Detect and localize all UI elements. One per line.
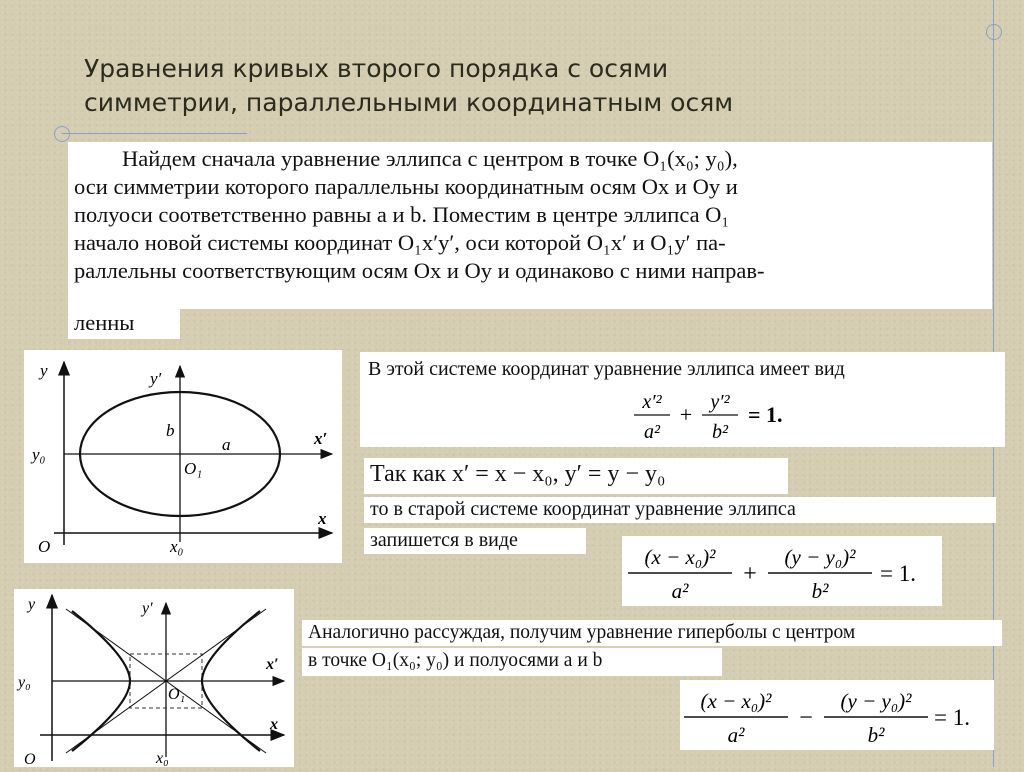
x-axis-label: x xyxy=(318,509,327,528)
fraction-numerator: (y − y₀)² xyxy=(840,689,912,713)
hyperbola-figure xyxy=(14,589,294,767)
ellipse-equation xyxy=(628,382,828,444)
y-axis-label: y xyxy=(28,596,36,613)
y-prime-axis-label: y′ xyxy=(142,600,153,617)
fraction-denominator: b² xyxy=(811,579,829,603)
fraction-numerator: y′² xyxy=(710,391,730,413)
substitution-panel xyxy=(364,458,788,494)
intro-line: Найдем сначала уравнение эллипса с центром в точке O₁(x₀; y₀), xyxy=(122,146,738,171)
minus-sign: − xyxy=(799,705,813,731)
o1-label: O₁ xyxy=(184,459,203,478)
ellipse-figure-panel xyxy=(24,350,342,563)
equals-one: = 1. xyxy=(880,561,916,586)
fraction-denominator: a² xyxy=(727,723,745,747)
equals-one: = 1. xyxy=(934,705,970,730)
fraction-denominator: a² xyxy=(671,579,689,603)
intro-line: начало новой системы координат O₁x′y′, оси которой O₁x′ и O₁y′ па- xyxy=(74,230,726,255)
fraction-denominator: b² xyxy=(712,421,728,443)
substitution-text: Так как x′ = x − x₀, y′ = y − y₀ xyxy=(370,461,666,487)
fraction-numerator: (y − y₀)² xyxy=(784,545,856,569)
ellipse-old-equation-panel xyxy=(622,536,942,606)
old-system-line2-panel xyxy=(364,528,586,554)
slide-title-line: Уравнения кривых второго порядка с осями xyxy=(84,54,669,83)
x0-label: x₀ xyxy=(156,750,169,767)
fraction-denominator: a² xyxy=(644,421,660,443)
y-prime-axis-label: y′ xyxy=(150,369,162,388)
x-prime-axis-label: x′ xyxy=(314,429,328,448)
decorative-circle xyxy=(986,24,1002,40)
plus-sign: + xyxy=(743,561,757,587)
x-prime-axis-label: x′ xyxy=(266,656,279,673)
plus-sign: + xyxy=(679,402,693,427)
y0-label: y₀ xyxy=(32,445,46,464)
hyperbola-equation xyxy=(680,680,994,750)
intro-line: ленны xyxy=(74,310,135,335)
equals-one: = 1. xyxy=(748,402,783,427)
slide-title xyxy=(84,52,944,120)
old-system-line1-panel xyxy=(364,497,996,523)
hyperbola-text: в точке O₁(x₀; y₀) и полуосями a и b xyxy=(308,650,603,671)
fraction-numerator: (x − x₀)² xyxy=(700,689,772,713)
hyperbola-text-line1-panel xyxy=(302,620,1002,646)
old-system-text: то в старой системе координат уравнение эллипса xyxy=(370,498,796,520)
a-label: a xyxy=(222,435,231,454)
ellipse-equation-intro: В этой системе координат уравнение эллипса имеет вид xyxy=(368,358,845,380)
ellipse-equation-panel xyxy=(360,352,1005,447)
hyperbola-equation-panel xyxy=(680,680,994,750)
decorative-horizontal-line xyxy=(62,133,247,134)
slide-title-line: симметрии, параллельными координатным осям xyxy=(84,88,734,117)
b-label: b xyxy=(166,421,175,440)
x-axis-label: x xyxy=(270,716,278,733)
hyperbola-text-line2-panel xyxy=(302,648,722,676)
fraction-numerator: (x − x₀)² xyxy=(644,545,716,569)
ellipse-old-equation xyxy=(622,536,942,606)
fraction-denominator: b² xyxy=(867,723,885,747)
fraction-numerator: x′² xyxy=(642,391,662,413)
ellipse-figure xyxy=(24,350,342,563)
hyperbola-text: Аналогично рассуждая, получим уравнение гиперболы с центром xyxy=(308,622,856,643)
hyperbola-figure-panel xyxy=(14,589,294,767)
decorative-circle xyxy=(54,126,70,142)
intro-line: полуоси соответственно равны a и b. Поместим в центре эллипса O₁ xyxy=(74,202,730,227)
origin-label: O xyxy=(24,751,36,767)
x0-label: x₀ xyxy=(170,537,184,556)
old-system-text: запишется в виде xyxy=(370,529,518,551)
y0-label: y₀ xyxy=(18,674,31,691)
o1-label: O₁ xyxy=(168,686,186,703)
intro-line: оси симметрии которого параллельны координатным осям Ox и Oy и xyxy=(74,174,738,199)
origin-label: O xyxy=(38,537,51,556)
y-axis-label: y xyxy=(40,361,48,380)
intro-line: раллельны соответствующим осям Ox и Oy и одинаково с ними направ- xyxy=(74,258,765,283)
